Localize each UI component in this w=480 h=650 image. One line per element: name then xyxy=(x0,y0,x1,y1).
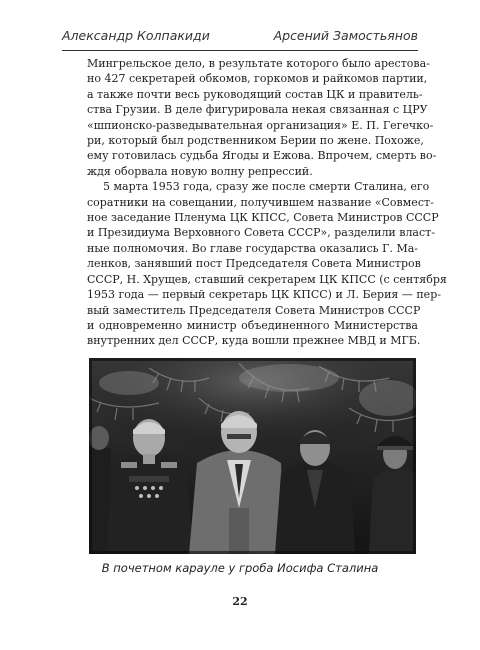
text-line: 5 марта 1953 года, сразу же после смерти Сталина, его xyxy=(103,180,430,194)
text-line: внутренних дел СССР, куда вошли прежнее МВД и МГБ. xyxy=(87,334,421,348)
text-line: 1953 года — первый секретарь ЦК КПСС) и Л. Берия — пер- xyxy=(87,288,441,302)
header-left-author: Александр Колпакиди xyxy=(62,28,210,43)
text-line: вый заместитель Председателя Совета Министров СССР xyxy=(87,303,421,317)
text-line: ные полномочия. Во главе государства оказались Г. Ма- xyxy=(87,241,418,255)
photo-caption: В почетном карауле у гроба Иосифа Сталина xyxy=(101,561,379,575)
text-line: ри, который был родственником Берии по жене. Похоже, xyxy=(87,134,424,148)
text-line: «шпионско-разведывательная организация» Е. П. Гегечко- xyxy=(87,118,434,132)
body-text xyxy=(87,56,447,349)
page-number: 22 xyxy=(232,595,248,608)
header-divider xyxy=(62,50,418,51)
photo-illustration xyxy=(89,358,416,554)
text-line: ждя оборвала новую волну репрессий. xyxy=(87,164,313,178)
text-line: но 427 секретарей обкомов, горкомов и райкомов партии, xyxy=(87,72,428,86)
text-line: и одновременно министр объединенного Министерства xyxy=(87,318,418,332)
text-line: и Президиума Верховного Совета СССР», разделили власт- xyxy=(87,226,435,240)
text-line: СССР, Н. Хрущев, ставший секретарем ЦК КПСС (с сентября xyxy=(87,272,447,286)
historical-photo xyxy=(89,358,416,554)
text-line: ленков, занявший пост Председателя Совета Министров xyxy=(87,257,421,271)
text-line: соратники на совещании, получившем название «Совмест- xyxy=(87,195,434,209)
text-line: а также почти весь руководящий состав ЦК и правитель- xyxy=(87,87,423,101)
text-line: ства Грузии. В деле фигурировала некая связанная с ЦРУ xyxy=(87,103,428,117)
text-line: Мингрельское дело, в результате которого было арестова- xyxy=(87,57,430,70)
text-line: ему готовилась судьба Ягоды и Ежова. Впрочем, смерть во- xyxy=(87,149,437,163)
header-right-author: Арсений Замостьянов xyxy=(273,28,418,43)
text-line: ное заседание Пленума ЦК КПСС, Совета Министров СССР xyxy=(87,211,439,225)
running-header xyxy=(62,22,418,48)
